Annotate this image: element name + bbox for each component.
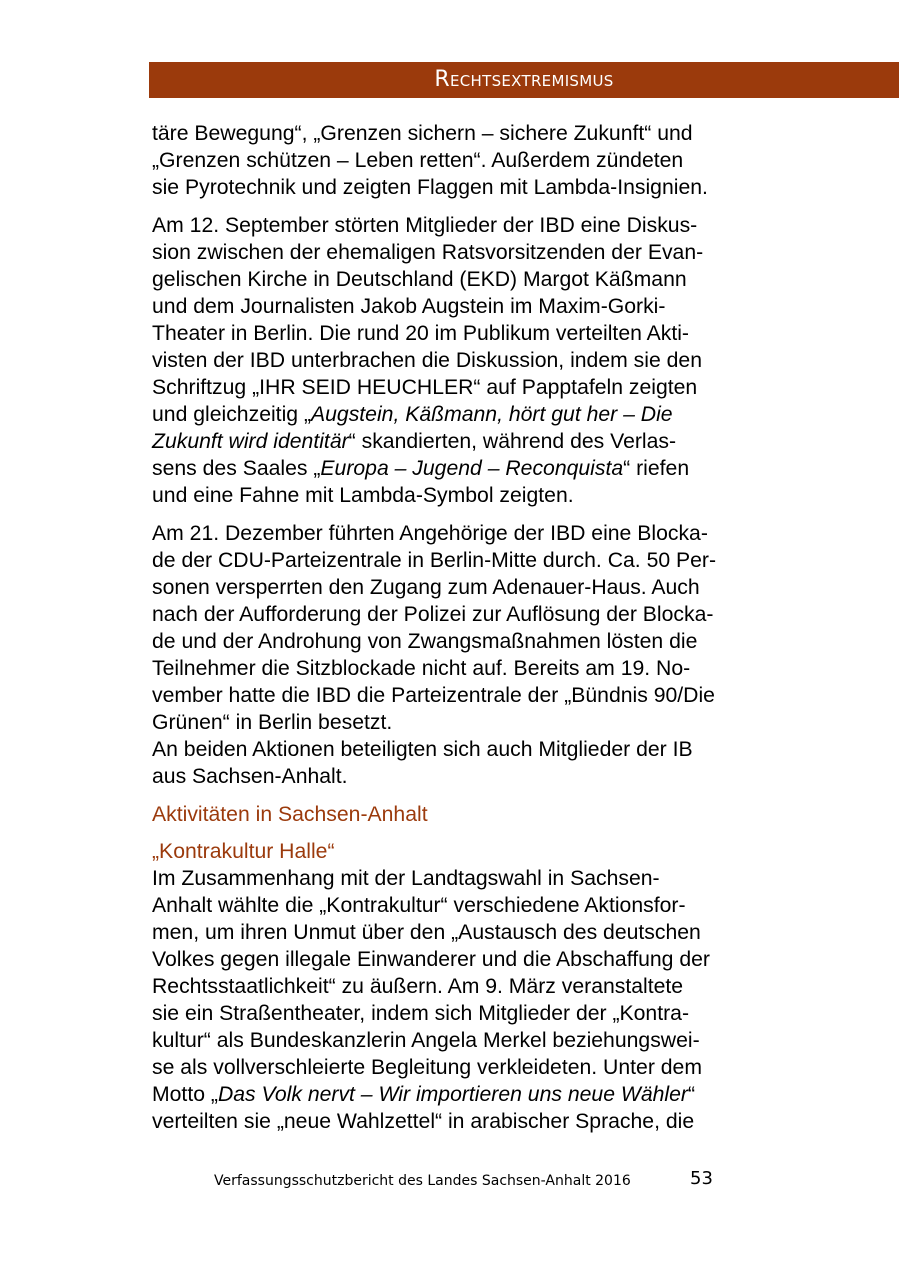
footer-text: Verfassungsschutzbericht des Landes Sachsen-Anhalt 2016 <box>214 1173 631 1189</box>
section-heading: Aktivitäten in Sachsen-Anhalt <box>152 803 428 826</box>
sub-heading: „Kontrakultur Halle“ <box>152 840 335 863</box>
paragraph-4: Im Zusammenhang mit der Landtagswahl in Sachsen- Anhalt wählte die „Kontrakultur“ verschiedene Aktionsfor- men, um ihren Unmut über den „Austausch des deutschen Volkes gegen illegale Einwanderer und die Abschaffung der Rechtsstaatlichkeit“ zu äußern. Am 9. März veranstaltete sie ein Straßentheater, indem sich Mitglieder der „Kontra- kultur“ als Bundeskanzlerin Angela Merkel beziehungswei- se als vollverschleierte Begleitung verkleideten. Unter dem Motto „Das Volk nervt – Wir importieren uns neue Wähler“ verteilten sie „neue Wahlzettel“ in arabischer Sprache, die <box>152 867 710 1133</box>
chapter-header-band <box>149 62 899 98</box>
paragraph-2: Am 12. September störten Mitglieder der IBD eine Diskus- sion zwischen der ehemaligen Ratsvorsitzenden der Evan- gelischen Kirche in Deutschland (EKD) Margot Käßmann und dem Journalisten Jakob Augstein im Maxim-Gorki- Theater in Berlin. Die rund 20 im Publikum verteilten Akti- visten der IBD unterbrachen die Diskussion, indem sie den Schriftzug „IHR SEID HEUCHLER“ auf Papptafeln zeigten und gleichzeitig „Augstein, Käßmann, hört gut her – Die Zukunft wird identitär“ skandierten, während des Verlas- sens des Saales „Europa – Jugend – Reconquista“ riefen und eine Fahne mit Lambda-Symbol zeigten. <box>152 214 704 507</box>
paragraph-1: täre Bewegung“, „Grenzen sichern – sichere Zukunft“ und „Grenzen schützen – Leben retten“. Außerdem zündeten sie Pyrotechnik und zeigten Flaggen mit Lambda-Insignien. <box>152 122 708 199</box>
paragraph-3: Am 21. Dezember führten Angehörige der IBD eine Blocka- de der CDU-Parteizentrale in Berlin-Mitte durch. Ca. 50 Per- sonen versperrten den Zugang zum Adenauer-Haus. Auch nach der Aufforderung der Polizei zur Auflösung der Blocka- de und der Androhung von Zwangsmaßnahmen lösten die Teilnehmer die Sitzblockade nicht auf. Bereits am 19. No- vember hatte die IBD die Parteizentrale der „Bündnis 90/Die Grünen“ in Berlin besetzt. An beiden Aktionen beteiligten sich auch Mitglieder der IB aus Sachsen-Anhalt. <box>152 522 717 788</box>
chapter-title: Rechtsextremismus <box>434 67 614 92</box>
page-number: 53 <box>690 1168 713 1189</box>
page-footer <box>214 1168 734 1196</box>
page-body <box>152 120 792 1135</box>
